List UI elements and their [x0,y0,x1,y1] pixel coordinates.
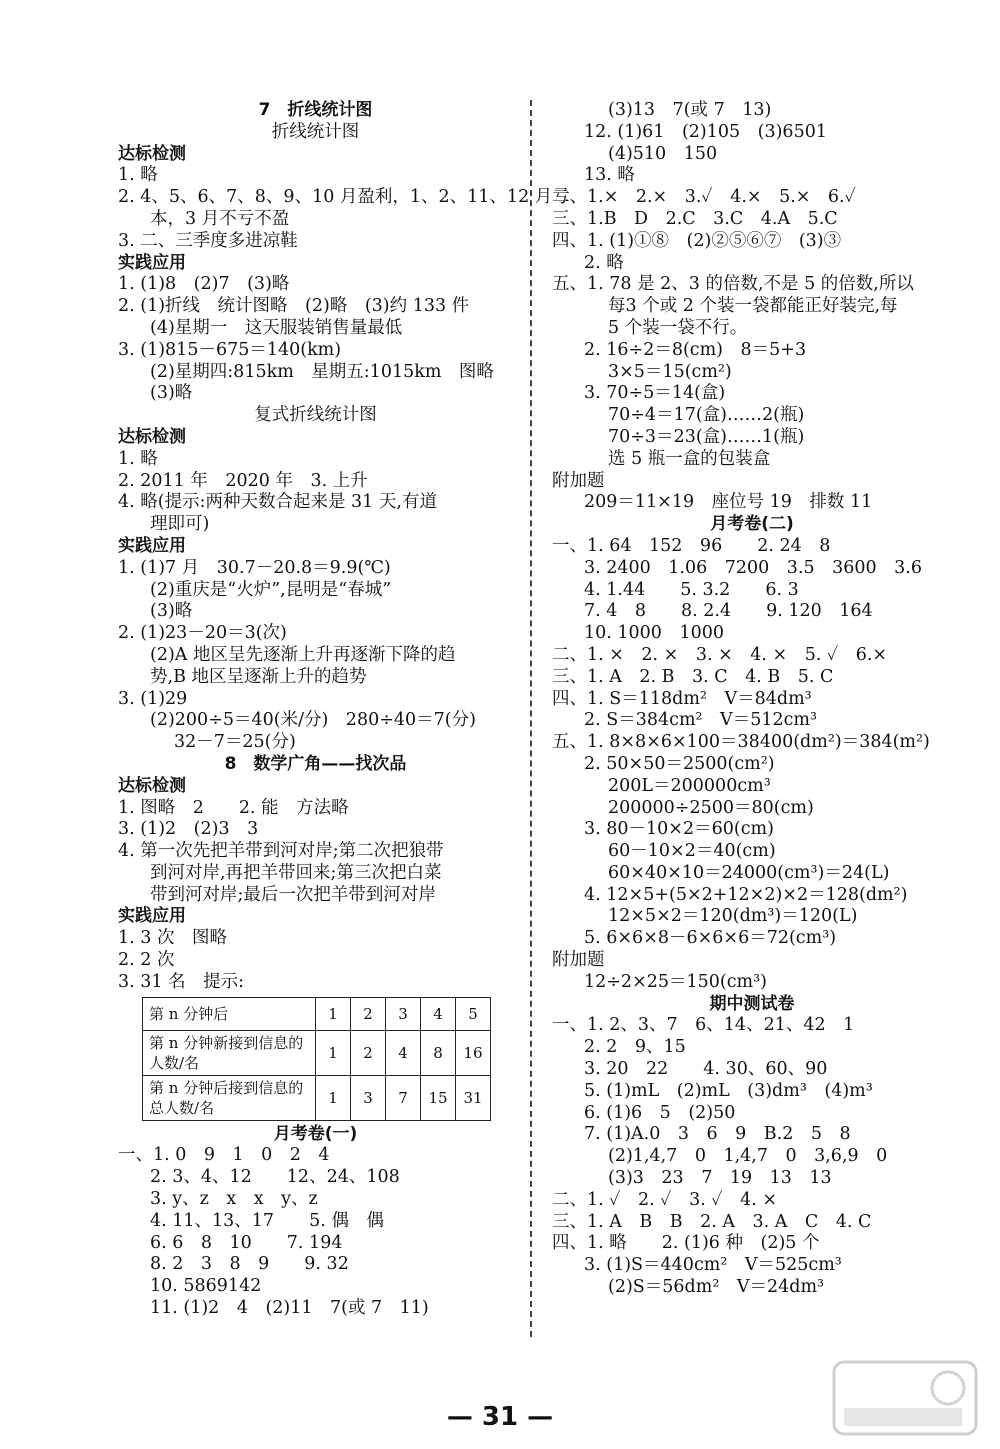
table-cell: 31 [456,1075,491,1120]
answer-line: (3)3 23 7 19 13 13 [608,1168,832,1189]
answer-line: 二、1.× 2.× 3.✓ 4.× 5.× 6.✓ [552,187,856,208]
table-cell: 8 [421,1030,456,1075]
answer-line: 理即可) [150,514,210,535]
section-title: 8 数学广角——找次品 [224,753,407,774]
table-cell: 4 [421,997,456,1030]
answer-line: 200000÷2500＝80(cm) [608,797,814,818]
table-row [143,1030,491,1075]
answer-line: 一、1. 2、3、7 6、14、21、42 1 [552,1015,855,1036]
answer-line: 2. 略 [584,252,624,273]
answer-line: 3. 2400 1.06 7200 3.5 3600 3.6 [584,557,922,578]
table-cell: 1 [316,1075,351,1120]
table-cell: 7 [386,1075,421,1120]
table-cell: 5 [456,997,491,1030]
answer-line: 3. (1)S＝440cm² V＝525cm³ [584,1255,842,1276]
table-cell: 3 [351,1075,386,1120]
answer-line: 带到河对岸;最后一次把羊带到河对岸 [150,884,436,905]
answer-line: 2. S＝384cm² V＝512cm³ [584,710,818,731]
answer-line: 3×5＝15(cm²) [608,361,732,382]
answer-line: (3)略 [150,601,193,622]
answer-line: 3. 80－10×2＝60(cm) [584,819,774,840]
subsection-heading: 实践应用 [118,906,186,927]
answer-line: 6. (1)6 5 (2)50 [584,1102,736,1123]
answer-line: 2. 2 次 [118,950,175,971]
answer-line: 四、1. 略 2. (1)6 种 (2)5 个 [552,1233,820,1254]
answer-line: (3)略 [150,383,193,404]
answer-line: 五、1. 8×8×6×100＝38400(dm²)＝384(m²) [552,732,930,753]
answer-line: 4. 11、13、17 5. 偶 偶 [150,1210,384,1231]
table-cell: 16 [456,1030,491,1075]
answer-line: 11. (1)2 4 (2)11 7(或 7 11) [150,1298,429,1319]
right-column [552,100,952,1299]
answer-line: 4. 略(提示:两种天数合起来是 31 天,有道 [118,492,437,513]
answer-line: 3. 20 22 4. 30、60、90 [584,1059,828,1080]
answer-line: 13. 略 [584,165,635,186]
answer-line: 5 个装一袋不行。 [608,317,748,338]
answer-line: 200L＝200000cm³ [608,775,771,796]
answer-line: (2)A 地区呈先逐渐上升再逐渐下降的趋 [150,644,456,665]
answer-line: (2)200÷5＝40(米/分) 280÷40＝7(分) [150,710,476,731]
answer-line: 3. 70÷5＝14(盒) [584,383,726,404]
answer-line: 二、1. ✓ 2. ✓ 3. ✓ 4. × [552,1189,778,1210]
section-title: 月考卷(二) [710,514,794,535]
column-divider [530,100,532,1337]
table-row [143,1075,491,1120]
answer-line: 2. 50×50＝2500(cm²) [584,753,775,774]
answer-line: 2. 3、4、12 12、24、108 [150,1167,400,1188]
answer-line: 2. 2011 年 2020 年 3. 上升 [118,470,368,491]
answer-line: 3. (1)815－675＝140(km) [118,339,342,360]
answer-line: (2)1,4,7 0 1,4,7 0 3,6,9 0 [608,1146,888,1167]
answer-line: 附加题 [552,950,605,971]
answer-line: (2)S＝56dm² V＝24dm³ [608,1277,825,1298]
answer-line: 60×40×10＝24000(cm³)＝24(L) [608,862,890,883]
answer-line: 一、1. 64 152 96 2. 24 8 [552,535,831,556]
answer-line: 势,B 地区呈逐渐上升的趋势 [150,666,367,687]
left-column [118,100,570,1320]
answer-line: 二、1. × 2. × 3. × 4. × 5. ✓ 6.× [552,644,888,665]
answer-line: 70÷4＝17(盒)……2(瓶) [608,405,805,426]
answer-line: 选 5 瓶一盒的包装盒 [608,448,771,469]
answer-line: 70÷3＝23(盒)……1(瓶) [608,426,805,447]
answer-line: 一、1. 0 9 1 0 2 4 [118,1145,330,1166]
message-spread-table [142,997,491,1121]
table-cell: 1 [316,1030,351,1075]
answer-line: 2. 16÷2＝8(cm) 8＝5+3 [584,339,807,360]
answer-line: (2)星期四:815km 星期五:1015km 图略 [150,361,494,382]
answer-line: 7. 4 8 8. 2.4 9. 120 164 [584,601,873,622]
answer-line: 本，3 月不亏不盈 [150,208,290,229]
answer-line: 三、1.B D 2.C 3.C 4.A 5.C [552,208,838,229]
answer-line: 3. y、z x x y、z [150,1189,318,1210]
answer-line: 5. 6×6×8－6×6×6＝72(cm³) [584,928,837,949]
subsection-heading: 达标检测 [118,775,186,796]
answer-line: 3. 二、三季度多进凉鞋 [118,230,298,251]
answer-line: 8. 2 3 8 9 9. 32 [150,1254,349,1275]
answer-line: 4. 第一次先把羊带到河对岸;第二次把狼带 [118,841,444,862]
section-title: 期中测试卷 [709,993,795,1014]
answer-line: 7. (1)A.0 3 6 9 B.2 5 8 [584,1124,851,1145]
table-cell: 4 [386,1030,421,1075]
answer-line: 4. 12×5+(5×2+12×2)×2＝128(dm²) [584,884,908,905]
answer-line: 3. 31 名 提示: [118,971,244,992]
answer-line: 2. 4、5、6、7、8、9、10 月盈利，1、2、11、12 月亏 [118,187,570,208]
table-row [143,997,491,1030]
answer-line: 12. (1)61 (2)105 (3)6501 [584,121,827,142]
answer-line: 四、1. (1)①⑧ (2)②⑤⑥⑦ (3)③ [552,230,842,251]
answer-line: 1. 略 [118,165,158,186]
answer-line: (3)13 7(或 7 13) [608,100,772,120]
answer-line: (4)510 150 [608,143,718,164]
table-cell: 2 [351,1030,386,1075]
section-title: 月考卷(一) [273,1123,358,1144]
answer-line: 3. (1)2 (2)3 3 [118,819,259,840]
answer-line: 60－10×2＝40(cm) [608,841,776,862]
answer-line: 1. 图略 2 2. 能 方法略 [118,797,349,818]
answer-line: 1. (1)7 月 30.7－20.8＝9.9(℃) [118,557,391,578]
answer-line: 4. 1.44 5. 3.2 6. 3 [584,579,799,600]
answer-line: 附加题 [552,470,605,491]
answer-line: 209＝11×19 座位号 19 排数 11 [584,492,873,513]
watermark-logo [830,1358,980,1438]
subsection-heading: 实践应用 [118,252,186,273]
section-subtitle: 复式折线统计图 [254,405,377,426]
answer-line: 三、1. A 2. B 3. C 4. B 5. C [552,666,834,687]
table-row-header: 第 n 分钟新接到信息的人数/名 [143,1030,316,1075]
subsection-heading: 实践应用 [118,535,186,556]
answer-line: 1. (1)8 (2)7 (3)略 [118,274,290,295]
answer-line: 2. (1)23－20＝3(次) [118,623,287,644]
answer-line: 三、1. A B B 2. A 3. A C 4. C [552,1211,872,1232]
answer-line: 四、1. S＝118dm² V＝84dm³ [552,688,812,709]
answer-line: 12×5×2＝120(dm³)＝120(L) [608,906,858,927]
table-cell: 15 [421,1075,456,1120]
answer-line: 每3 个或 2 个装一袋都能正好装完,每 [608,296,898,317]
table-cell: 3 [386,997,421,1030]
table-cell: 2 [351,997,386,1030]
answer-line: 3. (1)29 [118,688,188,709]
table-row-header: 第 n 分钟后 [143,997,316,1030]
answer-line: 10. 5869142 [150,1276,262,1297]
subsection-heading: 达标检测 [118,426,186,447]
answer-line: 2. (1)折线 统计图略 (2)略 (3)约 133 件 [118,296,470,317]
answer-line: (2)重庆是“火炉”,昆明是“春城” [150,579,392,600]
section-title: 7 折线统计图 [258,100,373,120]
table-row-header: 第 n 分钟后接到信息的总人数/名 [143,1075,316,1120]
subsection-heading: 达标检测 [118,143,186,164]
section-subtitle: 折线统计图 [271,121,360,142]
answer-line: 6. 6 8 10 7. 194 [150,1232,343,1253]
answer-line: 2. 2 9、15 [584,1037,686,1058]
answer-line: 5. (1)mL (2)mL (3)dm³ (4)m³ [584,1080,873,1101]
answer-line: 32－7＝25(分) [174,732,296,753]
answer-line: 12÷2×25＝150(cm³) [584,971,767,992]
answer-line: 五、1. 78 是 2、3 的倍数,不是 5 的倍数,所以 [552,274,914,295]
page-number: — 31 — [446,1402,554,1432]
table-cell: 1 [316,997,351,1030]
answer-line: 10. 1000 1000 [584,623,724,644]
answer-line: 1. 略 [118,448,158,469]
answer-line: 到河对岸,再把羊带回来;第三次把白菜 [150,862,442,883]
answer-line: (4)星期一 这天服装销售量最低 [150,317,403,338]
answer-line: 1. 3 次 图略 [118,928,227,949]
